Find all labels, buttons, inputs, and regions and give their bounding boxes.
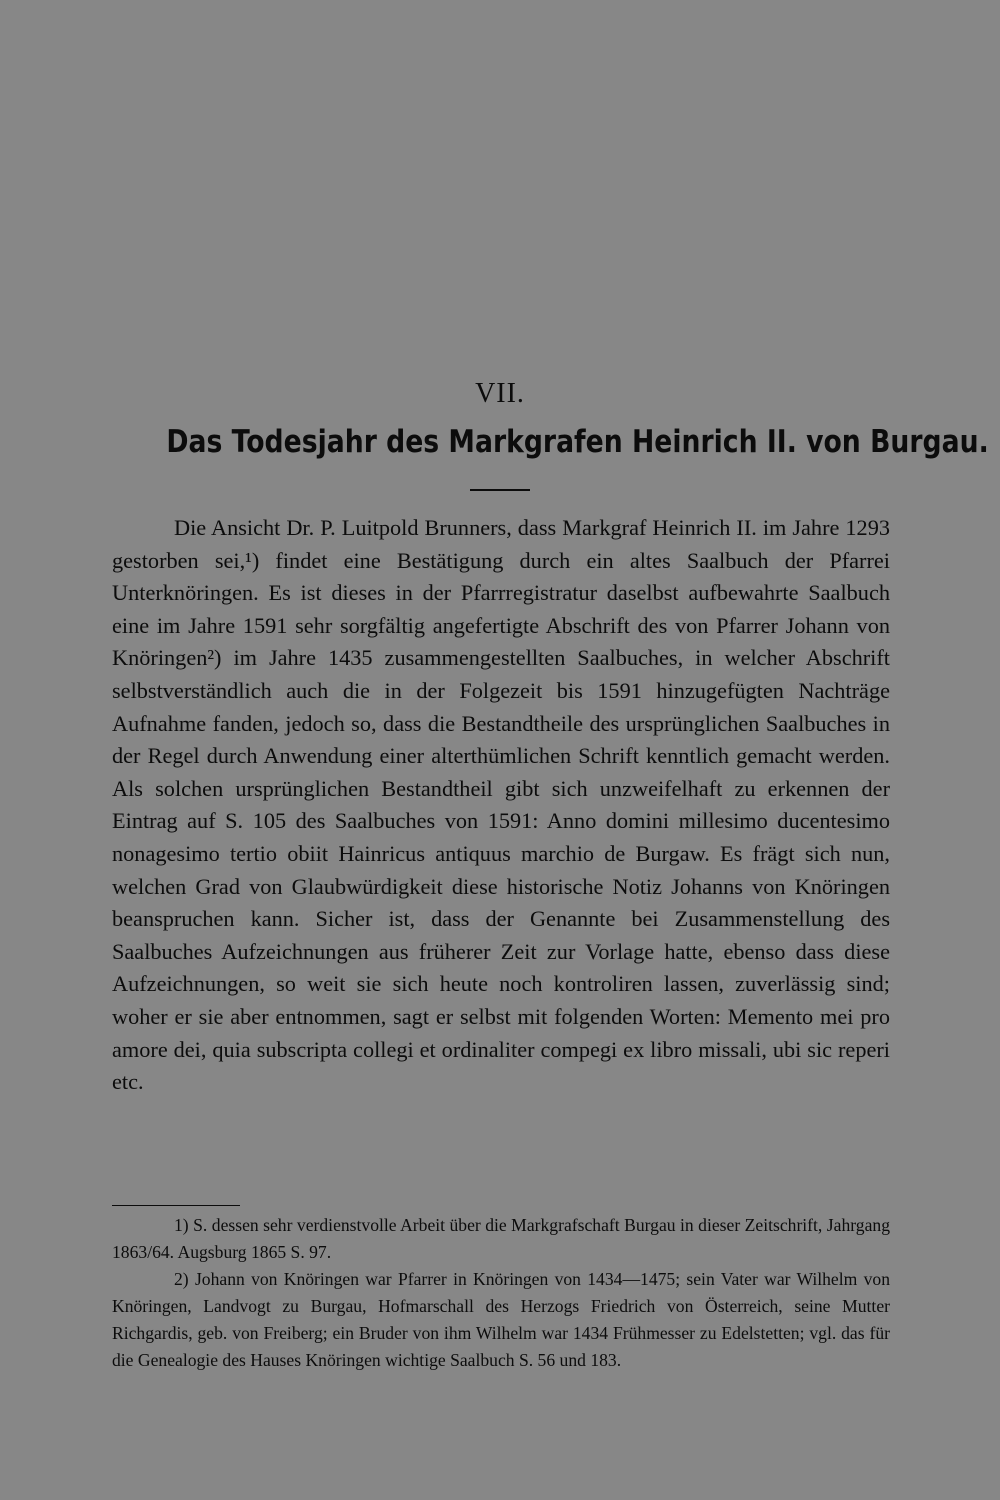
footnote-2: 2) Johann von Knöringen war Pfarrer in Knöringen von 1434—1475; sein Vater war Wilhelm von Knöringen, Landvogt zu Burgau, Hofmarschall des Herzogs Friedrich von Österreich, seine Mutter Richgardis, geb. von Freiberg; ein Bruder von ihm Wilhelm war 1434 Frühmesser zu Edelstetten; vgl. das für die Genealogie des Hauses Knöringen wichtige Saalbuch S. 56 und 183. xyxy=(112,1269,890,1370)
title-divider xyxy=(470,489,530,491)
body-paragraph: Die Ansicht Dr. P. Luitpold Brunners, dass Markgraf Heinrich II. im Jahre 1293 gestorben sei,¹) findet eine Bestätigung durch ein altes Saalbuch der Pfarrei Unterknöringen. Es ist dieses in der Pfarrregistratur daselbst aufbewahrte Saalbuch eine im Jahre 1591 sehr sorgfältig angefertigte Abschrift des von Pfarrer Johann von Knöringen²) im Jahre 1435 zusammengestellten Saalbuches, in welcher Abschrift selbstverständlich auch die in der Folgezeit bis 1591 hinzugefügten Nachträge Aufnahme fanden, jedoch so, dass die Bestandtheile des ursprünglichen Saalbuches in der Regel durch Anwendung einer alterthümlichen Schrift kenntlich gemacht werden. Als solchen ursprünglichen Bestandtheil gibt sich unzweifelhaft zu erkennen der Eintrag auf S. 105 des Saalbuches von 1591: Anno domini millesimo ducentesimo nonagesimo tertio obiit Hainricus antiquus marchio de Burgaw. Es frägt sich nun, welchen Grad von Glaubwürdigkeit diese historische Notiz Johanns von Knöringen beanspruchen kann. Sicher ist, dass der Genannte bei Zusammenstellung des Saalbuches Aufzeichnungen aus früherer Zeit zur Vorlage hatte, ebenso dass diese Aufzeichnungen, so weit sie sich heute noch kontroliren lassen, zuverlässig sind; woher er sie aber entnommen, sagt er selbst mit folgenden Worten: Memento mei pro amore dei, quia subscripta collegi et ordinaliter compegi ex libro missali, ubi sic reperi etc. xyxy=(112,515,890,1095)
chapter-number: VII. xyxy=(475,378,525,409)
footnote-divider xyxy=(112,1205,240,1206)
footnote-1: 1) S. dessen sehr verdienstvolle Arbeit über die Markgrafschaft Burgau in dieser Zeitschrift, Jahrgang 1863/64. Augsburg 1865 S. 97. xyxy=(112,1215,890,1262)
chapter-title: Das Todesjahr des Markgrafen Heinrich II. von Burgau. xyxy=(166,424,989,460)
footnotes xyxy=(112,1212,890,1374)
